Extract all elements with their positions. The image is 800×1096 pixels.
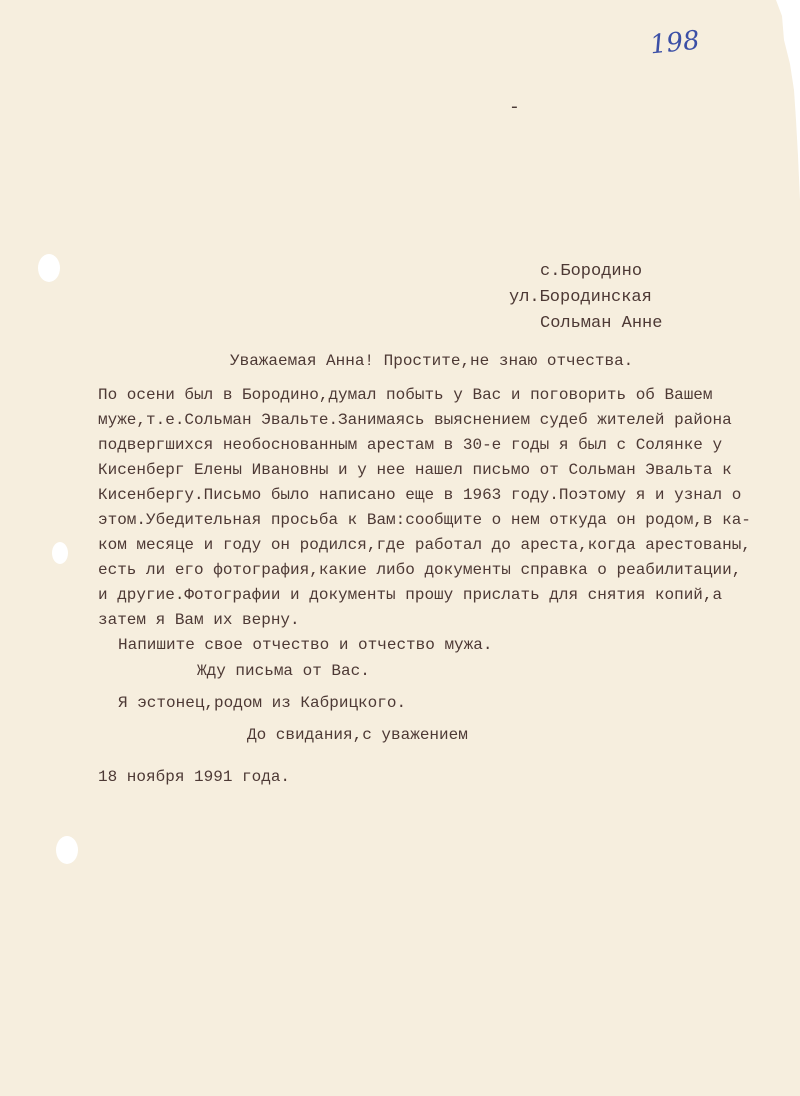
punch-hole <box>52 542 68 564</box>
body-line: подвергшихся необоснованным арестам в 30-е годы я был с Солянке у <box>98 436 723 454</box>
address-recipient: Сольман Анне <box>540 314 663 333</box>
address-street: ул.Бородинская <box>509 288 652 307</box>
body-line: Кисенбергу.Письмо было написано еще в 1963 году.Поэтому я и узнал о <box>98 486 742 504</box>
page-number: 198 <box>648 25 702 61</box>
body-line: этом.Убедительная просьба к Вам:сообщите о нем откуда он родом,в ка- <box>98 511 751 529</box>
punch-hole <box>38 254 60 282</box>
author-note: Я эстонец,родом из Кабрицкого. <box>118 694 407 712</box>
address-village: с.Бородино <box>540 262 643 281</box>
closing: До свидания,с уважением <box>247 726 468 744</box>
patronymic-request: Напишите свое отчество и отчество мужа. <box>118 636 493 654</box>
decorative-dash: - <box>509 98 520 118</box>
body-line: Кисенберг Елены Ивановны и у нее нашел письмо от Сольман Эвальта к <box>98 461 732 479</box>
letter-date: 18 ноября 1991 года. <box>98 768 291 786</box>
body-line: По осени был в Бородино,думал побыть у Вас и поговорить об Вашем <box>98 386 713 404</box>
body-line: затем я Вам их верну. <box>98 611 300 629</box>
torn-corner <box>760 0 800 200</box>
body-line: и другие.Фотографии и документы прошу прислать для снятия копий,а <box>98 586 723 604</box>
body-line: муже,т.е.Сольман Эвальте.Занимаясь выяснением судеб жителей района <box>98 411 732 429</box>
greeting: Уважаемая Анна! Простите,не знаю отчества. <box>230 352 634 370</box>
body-line: ком месяце и году он родился,где работал до ареста,когда арестованы, <box>98 536 751 554</box>
punch-hole <box>56 836 78 864</box>
awaiting-reply: Жду письма от Вас. <box>197 662 370 680</box>
body-line: есть ли его фотография,какие либо документы справка о реабилитации, <box>98 561 742 579</box>
